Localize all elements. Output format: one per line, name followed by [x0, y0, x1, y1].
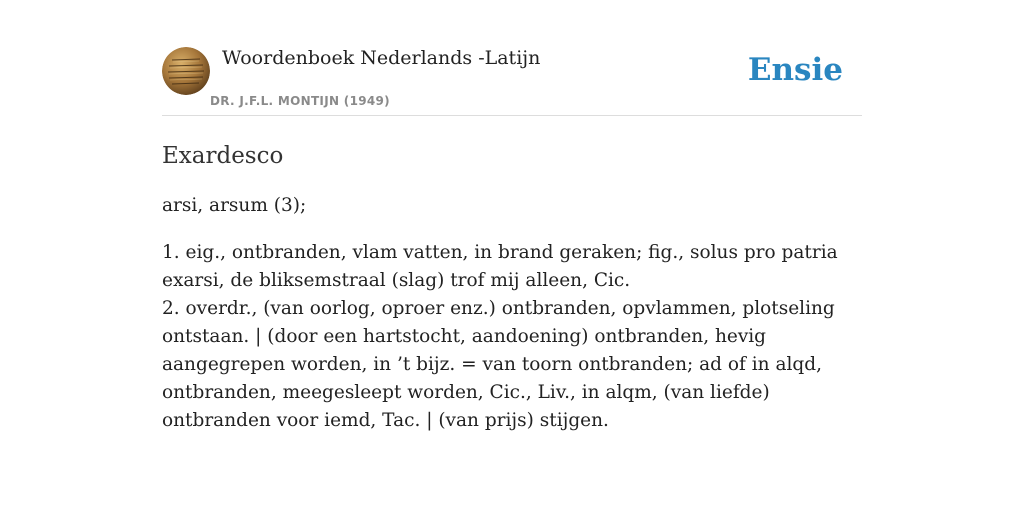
dictionary-author: DR. J.F.L. MONTIJN (1949): [210, 94, 390, 108]
ensie-logo-link[interactable]: Ensie: [747, 52, 843, 88]
dictionary-header: [162, 40, 862, 116]
entry-sense: 1. eig., ontbranden, vlam vatten, in brand geraken; fig., solus pro patria exarsi, de bliksemstraal (slag) trof mij alleen, Cic.: [162, 242, 838, 291]
entry-forms: arsi, arsum (3);: [162, 195, 307, 216]
entry-headword: Exardesco: [162, 143, 284, 169]
dictionary-title[interactable]: Woordenboek Nederlands -Latijn: [222, 47, 541, 69]
entry-sense: 2. overdr., (van oorlog, oproer enz.) ontbranden, opvlammen, plotseling ontstaan. | (door een hartstocht, aandoening) ontbranden, hevig aangegrepen worden, in ’t bijz. = van toorn ontbranden; ad of in alqd, ontbranden, meegesleept worden, Cic., Liv., in alqm, (van liefde) ontbranden voor iemd, Tac. | (van prijs) stijgen.: [162, 298, 835, 431]
latin-inscription-coin-icon[interactable]: [162, 47, 210, 95]
entry-senses: [162, 239, 862, 435]
page-container: [162, 40, 862, 435]
